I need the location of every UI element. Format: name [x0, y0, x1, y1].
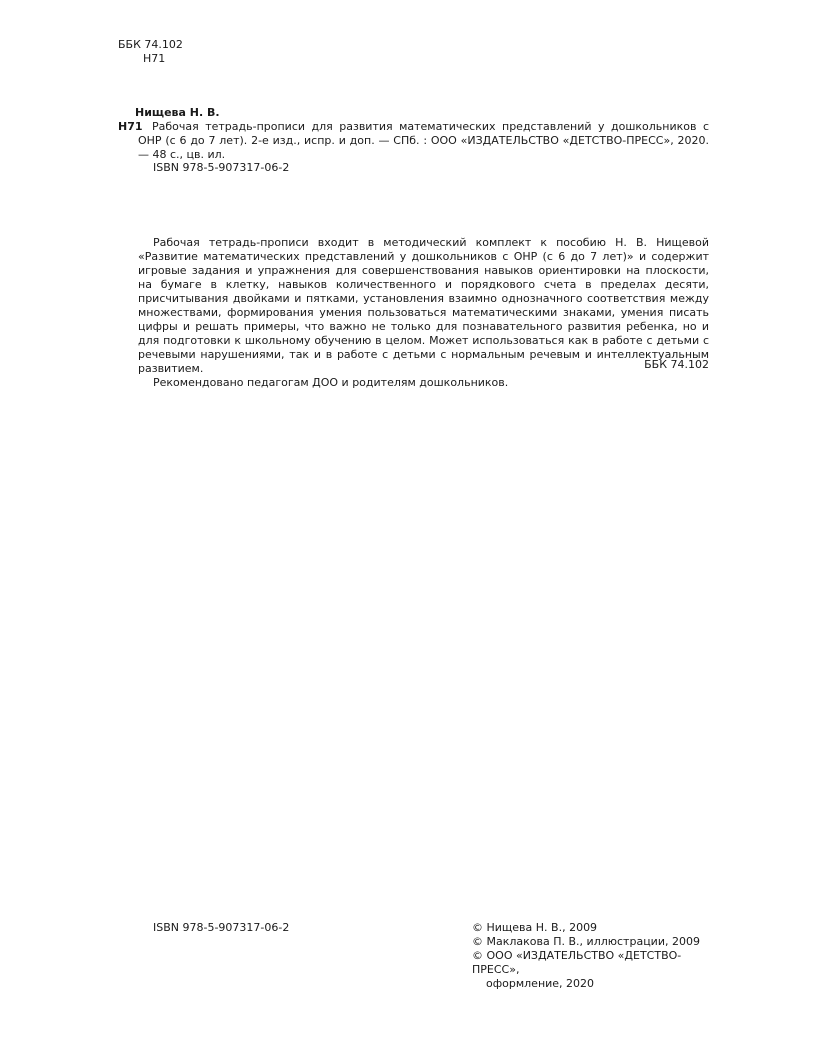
isbn-bottom: ISBN 978-5-907317-06-2	[153, 921, 290, 934]
bbk-code-bottom: ББК 74.102	[644, 358, 709, 371]
copyright-line: © Маклакова П. В., иллюстрации, 2009	[472, 935, 700, 948]
bibliographic-text: Рабочая тетрадь-прописи для развития математических представлений у дошкольников с ОНР (с 6 до 7 лет). 2-е изд., испр. и доп. — СПб. : ООО «ИЗДАТЕЛЬСТВО «ДЕТСТВО-ПРЕСС», 2020. — 48 с., цв. ил.	[138, 120, 709, 161]
author-mark-top: Н71	[143, 52, 166, 65]
copyright-line: © ООО «ИЗДАТЕЛЬСТВО «ДЕТСТВО-ПРЕСС»,	[472, 949, 682, 976]
author-mark: Н71	[118, 120, 143, 133]
isbn-top: ISBN 978-5-907317-06-2	[153, 161, 290, 174]
copyright-line: оформление, 2020	[486, 977, 595, 990]
bbk-code: ББК 74.102	[118, 38, 183, 51]
annotation	[138, 236, 709, 390]
copyright-line: © Нищева Н. В., 2009	[472, 921, 598, 934]
author-name: Нищева Н. В.	[135, 106, 220, 119]
annotation-recommendation: Рекомендовано педагогам ДОО и родителям дошкольников.	[153, 376, 509, 389]
bibliographic-description	[138, 120, 709, 162]
copyright-block	[472, 921, 722, 991]
annotation-paragraph: Рабочая тетрадь-прописи входит в методический комплект к пособию Н. В. Нищевой «Развитие математических представлений у дошкольников с ОНР (с 6 до 7 лет)» и содержит игровые задания и упражнения для совершенствования навыков ориентировки на плоскости, на бумаге в клетку, навыков количественного и порядкового счета в пределах десяти, присчитывания двойками и пятками, установления взаимно однозначного соответствия между множествами, формирования умения пользоваться математическими знаками, умения писать цифры и решать примеры, что важно не только для познавательного развития ребенка, но и для подготовки к школьному обучению в целом. Может использоваться как в работе с детьми с речевыми нарушениями, так и в работе с детьми с нормальным речевым и интеллектуальным развитием.	[138, 236, 709, 375]
